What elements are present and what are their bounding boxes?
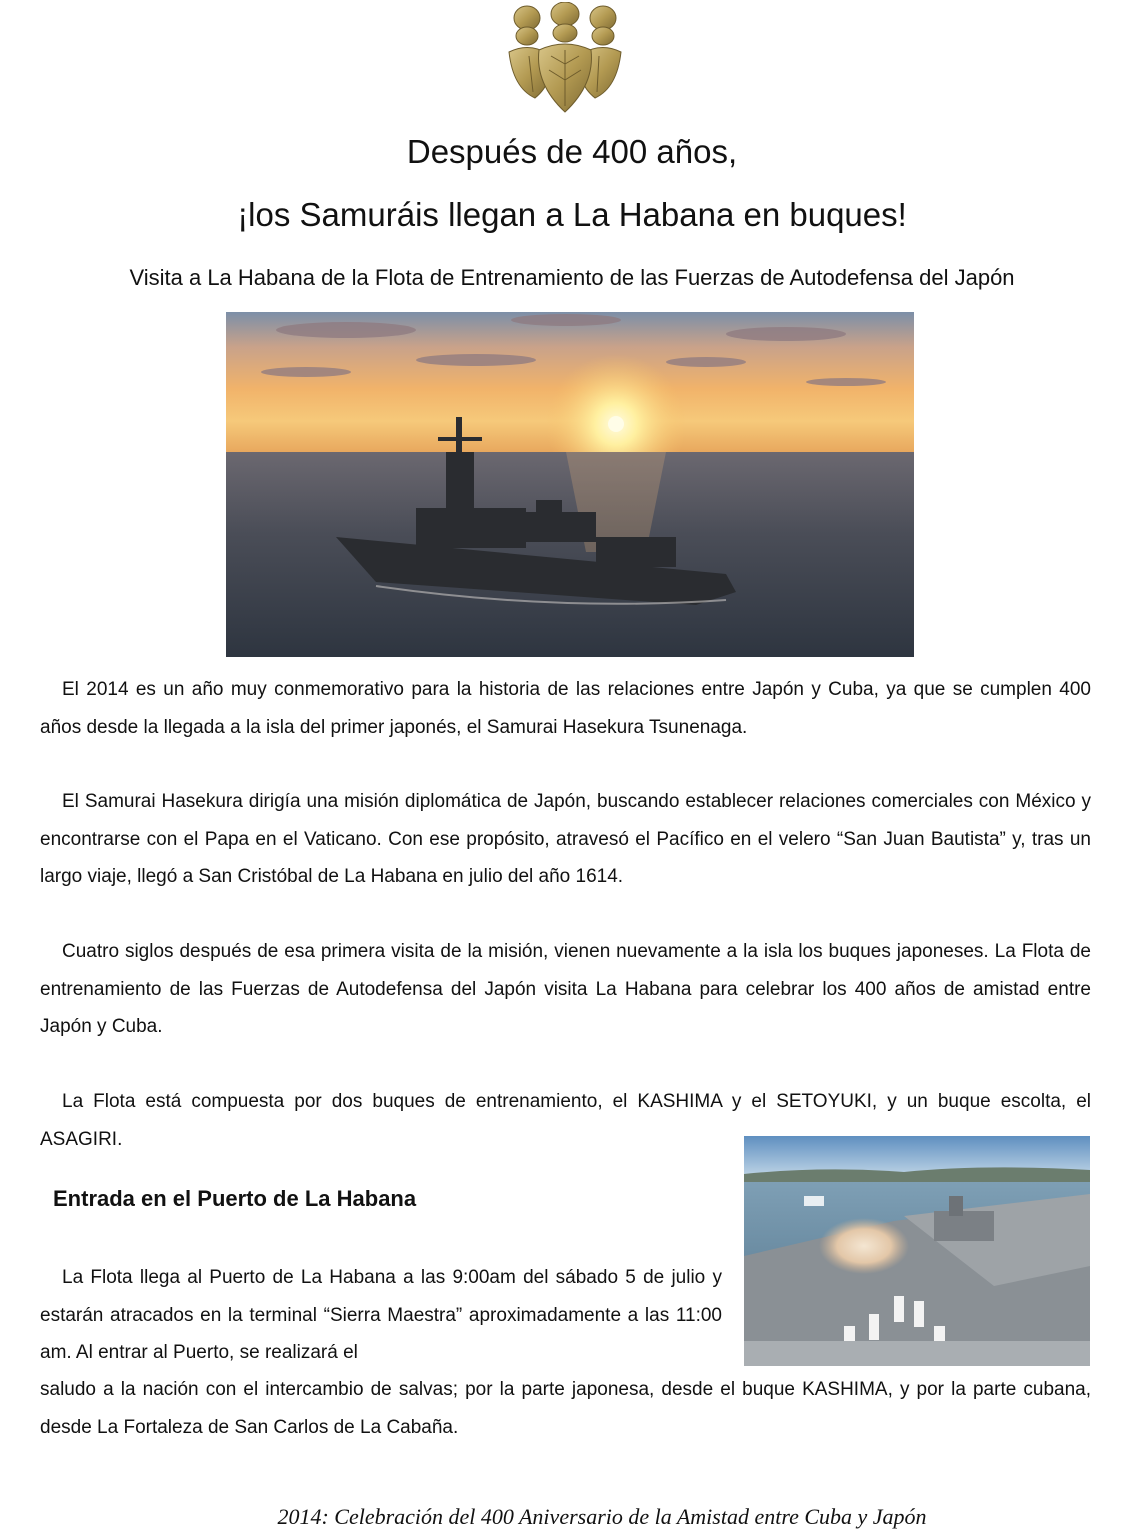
paragraph-1: El 2014 es un año muy conmemorativo para la historia de las relaciones entre Japón y Cuba, ya que se cumplen 400 años desde la llegada a la isla del primer japonés, el Samurai Hasekura Tsunenaga. [40,679,1091,738]
footer-caption: 2014: Celebración del 400 Aniversario de la Amistad entre Cuba y Japón [277,1504,927,1529]
section-paragraph-narrow: La Flota llega al Puerto de La Habana a las 9:00am del sábado 5 de julio y estarán atracados en la terminal “Sierra Maestra” aproximadamente a las 11:00 am. Al entrar al Puerto, se realizará el [40,1267,722,1363]
paulownia-crest-icon [499,2,631,114]
paragraph-3: Cuatro siglos después de esa primera visita de la misión, vienen nuevamente a la isla los buques japoneses. La Flota de entrenamiento de las Fuerzas de Autodefensa del Japón visita La Habana para celebrar los 400 años de amistad entre Japón y Cuba. [40,941,1091,1037]
page-subtitle: Visita a La Habana de la Flota de Entrenamiento de las Fuerzas de Autodefensa del Japón [129,265,1015,290]
ship-sunset-photo [226,312,914,657]
page-title-line-2: ¡los Samuráis llegan a La Habana en buques! [237,196,907,233]
paragraph-4: La Flota está compuesta por dos buques de entrenamiento, el KASHIMA y el SETOYUKI, y un buque escolta, el ASAGIRI. [40,1091,1091,1150]
section-heading: Entrada en el Puerto de La Habana [53,1186,417,1211]
harbor-salute-photo [744,1136,1090,1366]
paragraph-2: El Samurai Hasekura dirigía una misión diplomática de Japón, buscando establecer relaciones comerciales con México y encontrarse con el Papa en el Vaticano. Con ese propósito, atravesó el Pacífico en el velero “San Juan Bautista” y, tras un largo viaje, llegó a San Cristóbal de La Habana en julio del año 1614. [40,791,1091,887]
section-paragraph-continued: saludo a la nación con el intercambio de salvas; por la parte japonesa, desde el buque KASHIMA, y por la parte cubana, desde La Fortaleza de San Carlos de La Cabaña. [40,1379,1091,1438]
page-title-line-1: Después de 400 años, [406,133,738,170]
